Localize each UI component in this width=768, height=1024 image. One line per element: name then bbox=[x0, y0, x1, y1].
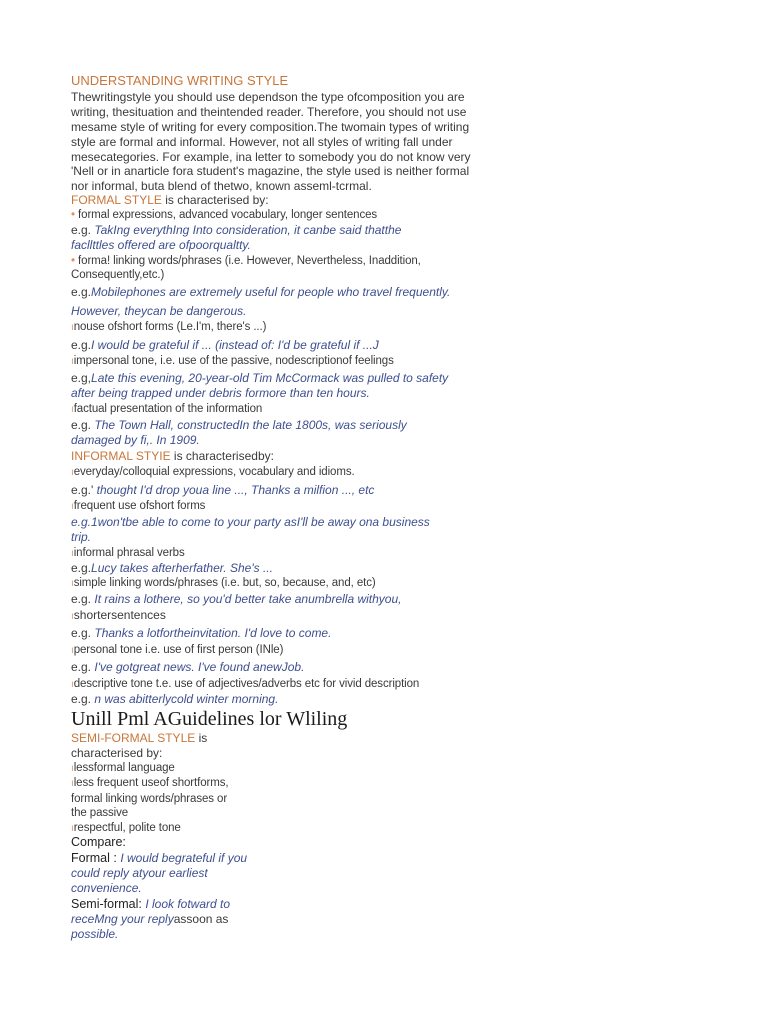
formal-bullet: ıimpersonal tone, i.e. use of the passive, nodescriptionof feelings bbox=[71, 355, 394, 367]
formal-example-cont: after being trapped under debris formore than ten hours. bbox=[71, 386, 370, 400]
informal-heading: INFORMAL STYIE bbox=[71, 449, 171, 463]
compare-formal-cont: could reply atyour earliest bbox=[71, 866, 208, 880]
formal-bullet: ınouse ofshort forms (Le.I'm, there's ...) bbox=[71, 321, 267, 333]
formal-example: e.g. TakIng everythIng Into consideration, it canbe said thatthe bbox=[71, 223, 402, 237]
intro-line: mesecategories. For example, ina letter to somebody you do not know very bbox=[71, 150, 471, 164]
formal-heading-line bbox=[71, 193, 269, 208]
formal-bullet: ıfactual presentation of the information bbox=[71, 403, 263, 415]
informal-example-cont: trip. bbox=[71, 530, 92, 544]
formal-bullet: • formal expressions, advanced vocabulary, longer sentences bbox=[71, 209, 378, 221]
semiformal-heading: SEMI-FORMAL STYLE bbox=[71, 731, 196, 745]
semiformal-bullet: ırespectful, polite tone bbox=[71, 822, 181, 834]
informal-bullet: ısimple linking words/phrases (i.e. but, so, because, and, etc) bbox=[71, 577, 376, 589]
informal-bullet: ıeveryday/colloquial expressions, vocabulary and idioms. bbox=[71, 466, 355, 478]
formal-example: e.g.I would be grateful if ... (instead of: I'd be grateful if ...J bbox=[71, 338, 379, 352]
compare-semi-cont: possible. bbox=[71, 927, 119, 941]
informal-example: e.g. It rains a lothere, so you'd better take anumbrella withyou, bbox=[71, 592, 402, 606]
informal-example: e.g.1won'tbe able to come to your party asI'll be away ona business bbox=[71, 515, 430, 529]
informal-bullet: ıdescriptive tone t.e. use of adjectives/adverbs etc for vivid description bbox=[71, 678, 420, 690]
informal-bullet: ıfrequent use ofshort forms bbox=[71, 500, 206, 512]
formal-bullet: • forma! linking words/phrases (i.e. However, Nevertheless, Inaddition, bbox=[71, 255, 421, 267]
informal-bullet: ıinformal phrasal verbs bbox=[71, 547, 185, 559]
formal-heading-rest: is characterised by: bbox=[161, 193, 269, 207]
intro-line: 'Nell or in anarticle fora student's magazine, the style used is neither formal bbox=[71, 164, 470, 178]
compare-semi-cont: receMng your replyassoon as bbox=[71, 912, 229, 926]
informal-example: e.g.Lucy takes afterherfather. She's ... bbox=[71, 561, 273, 575]
informal-bullet: ıpersonal tone i.e. use of first person (INle) bbox=[71, 644, 284, 656]
compare-formal: Formal : I would begrateful if you bbox=[71, 851, 248, 865]
informal-heading-line: INFORMAL STYIE is characterisedby: bbox=[71, 449, 274, 463]
semiformal-bullet-cont: the passive bbox=[71, 807, 129, 819]
formal-bullet-cont: Consequently,etc.) bbox=[71, 269, 165, 281]
informal-bullet: ıshortersentences bbox=[71, 608, 166, 622]
bullet-icon: • bbox=[71, 255, 75, 267]
formal-example-cont: facllttles offered are ofpoorqualtty. bbox=[71, 238, 251, 252]
page-heading: UNDERSTANDING WRITING STYLE bbox=[71, 73, 289, 88]
intro-line: Thewritingstyle you should use dependson the type ofcomposition you are bbox=[71, 90, 465, 104]
informal-example: e.g. n was abitterlycold winter morning. bbox=[71, 692, 279, 706]
formal-example-cont: damaged by fi,. In 1909. bbox=[71, 433, 200, 447]
section-title: Unill Pml AGuidelines lor Wliling bbox=[71, 708, 348, 730]
compare-formal-cont: convenience. bbox=[71, 881, 142, 895]
compare-semi: Semi-formal: I look fotward to bbox=[71, 897, 231, 911]
compare-label: Compare: bbox=[71, 835, 126, 849]
informal-example: e.g.' thought I'd drop youa line ..., Thanks a milfion ..., etc bbox=[71, 483, 375, 497]
formal-example: e.g.Mobilephones are extremely useful for people who travel frequently. bbox=[71, 285, 451, 299]
semiformal-heading-line: SEMI-FORMAL STYLE is bbox=[71, 731, 208, 745]
formal-example: e.g. The Town Hall, constructedIn the late 1800s, was seriously bbox=[71, 418, 407, 432]
formal-heading: FORMAL STYLE bbox=[71, 193, 162, 207]
informal-example: e.g. Thanks a lotfortheinvitation. I'd love to come. bbox=[71, 626, 332, 640]
formal-example: e.g,Late this evening, 20-year-old Tim McCormack was pulled to safety bbox=[71, 371, 449, 385]
formal-example-cont: However, theycan be dangerous. bbox=[71, 304, 247, 318]
semiformal-bullet: formal linking words/phrases or bbox=[71, 793, 228, 805]
intro-line: mesame style of writing for every composition.The twomain types of writing bbox=[71, 120, 470, 134]
informal-example: e.g. I've gotgreat news. I've found anewJob. bbox=[71, 660, 305, 674]
intro-line: style are formal and informal. However, not all styles of writing fall under bbox=[71, 135, 453, 149]
semiformal-line: characterised by: bbox=[71, 746, 163, 760]
intro-line: nor informal, buta blend of thetwo, known asseml-tcrmal. bbox=[71, 179, 372, 193]
intro-line: writing, thesituation and theintended reader. Therefore, you should not use bbox=[71, 105, 467, 119]
semiformal-bullet: ılessformal language bbox=[71, 762, 175, 774]
bullet-icon: • bbox=[71, 209, 75, 221]
semiformal-bullet: ıless frequent useof shortforms, bbox=[71, 777, 229, 789]
